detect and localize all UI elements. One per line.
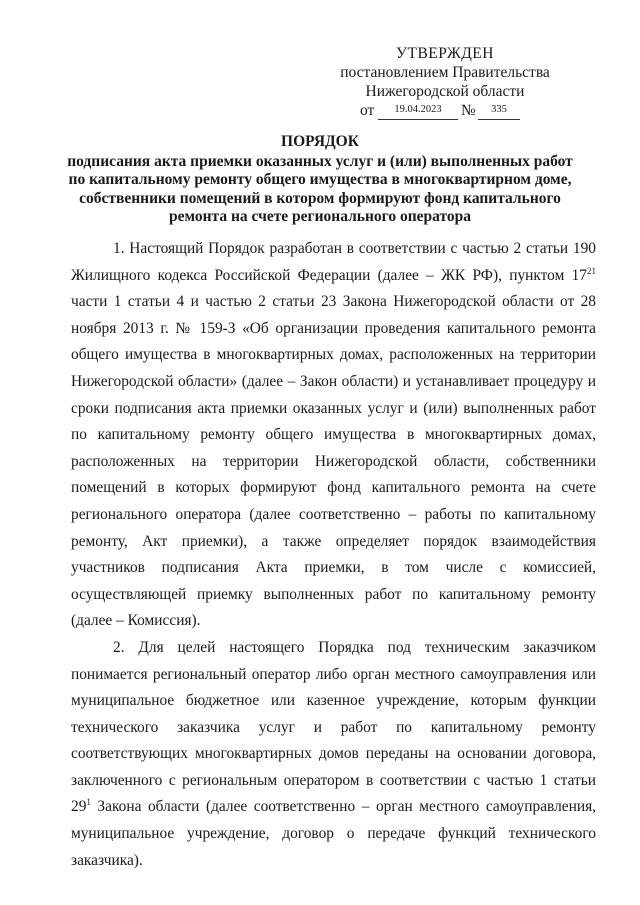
approval-authority: Нижегородской области [365,83,525,100]
number-sign: № [461,102,476,119]
approval-stamp [330,44,560,120]
paragraph-1-text-b: части 1 статьи 4 и частью 2 статьи 23 Закона Нижегородской области от 28 ноября 2013 г. № 159-З «Об организации проведения капитального ремонта общего имущества в многоквартирных домах, расположенных на территории Нижегородской области» (далее – Закон области) и устанавливает процедуру и сроки подписания акта приемки оказанных услуг и (или) выполненных работ по капитальному ремонту общего имущества в многоквартирных домах, расположенных на территории Нижегородской области, собственники помещений в которых формируют фонд капитального ремонта на счете регионального оператора (далее соответственно – работы по капитальному ремонту, Акт приемки), а также определяет порядок взаимодействия участников подписания Акта приемки, в том числе с комиссией, осуществляющей приемку выполненных работ по капитальному ремонту (далее – Комиссия). [71,293,596,630]
paragraph-1 [71,236,596,635]
document-body [71,236,596,874]
approval-date-line [330,101,560,120]
approval-date: 19.04.2023 [378,100,458,120]
paragraph-2-text-b: Закона области (далее соответственно – орган местного самоуправления, муниципальное учреждение, договор о передаче функций технического заказчика). [71,798,596,869]
paragraph-1-text-a: 1. Настоящий Порядок разработан в соответствии с частью 2 статьи 190 Жилищного кодекса Российской Федерации (далее – ЖК РФ), пунктом 17 [71,240,596,284]
paragraph-1-superscript: 21 [587,265,596,276]
paragraph-2 [71,635,596,874]
document-heading: ПОРЯДОК [281,133,359,150]
document-subtitle: подписания акта приемки оказанных услуг и (или) выполненных работ по капитальному ремонту общего имущества в многоквартирном доме, собственники помещений в котором формируют фонд капитального ремонта на счете регионального оператора [67,152,573,225]
paragraph-2-superscript: 1 [86,797,91,808]
approval-title: УТВЕРЖДЕН [396,45,494,62]
document-title [60,133,580,227]
paragraph-2-text-a: 2. Для целей настоящего Порядка под техническим заказчиком понимается региональный оператор либо орган местного самоуправления или муниципальное бюджетное или казенное учреждение, которым функции технического заказчика услуг и работ по капитальному ремонту соответствующих многоквартирных домов переданы на основании договора, заключенного с региональным оператором в соответствии с частью 1 статьи 29 [71,638,596,816]
approval-number: 335 [478,100,520,120]
from-label: от [360,102,375,119]
approval-by-resolution: постановлением Правительства [340,64,550,81]
